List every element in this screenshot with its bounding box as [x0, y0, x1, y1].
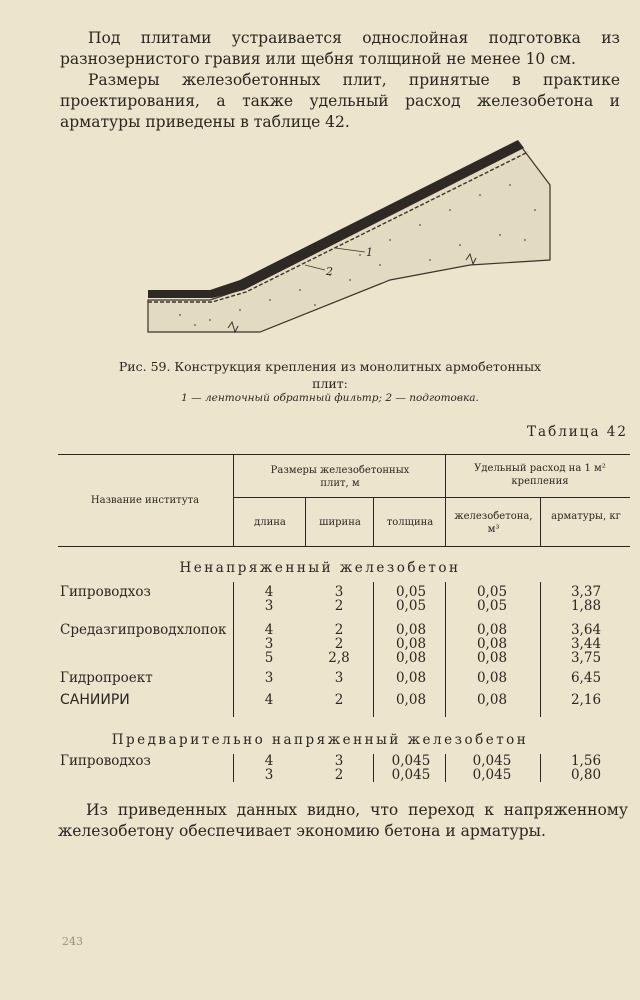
- cell-width: 3: [334, 584, 344, 600]
- cell-thickness: 0,05: [395, 584, 427, 600]
- table-row: [0, 623, 640, 637]
- cell-width: 2: [334, 622, 344, 638]
- table-row: [0, 651, 640, 665]
- table-header-bottom-rule: [58, 546, 630, 547]
- figure-caption: Рис. 59. Конструкция крепления из монолитных армобетонных плит:: [118, 359, 542, 391]
- paragraph-2: Размеры железобетонных плит, принятые в практике проектирования, а также удельный расход железобетона и арматуры приведены в таблице 42.: [60, 71, 620, 131]
- cell-thickness: 0,045: [391, 753, 431, 769]
- cell-concrete: 0,08: [476, 670, 508, 686]
- institute-name: Средазгипроводхлопок: [60, 622, 227, 638]
- cell-concrete: 0,08: [476, 692, 508, 708]
- table-row: [0, 768, 640, 782]
- cell-length: 3: [264, 636, 274, 652]
- cell-thickness: 0,08: [395, 650, 427, 666]
- consumption-subrule: [445, 497, 630, 498]
- table-label: Таблица 42: [527, 424, 628, 440]
- institute-name: Гипроводхоз: [60, 753, 151, 769]
- cell-length: 4: [264, 622, 274, 638]
- institute-name: Гипроводхоз: [60, 584, 151, 600]
- section-title-prestressed: Предварительно напряженный железобетон: [111, 732, 529, 748]
- cell-concrete: 0,05: [476, 598, 508, 614]
- cell-thickness: 0,08: [395, 692, 427, 708]
- header-vline-5: [540, 497, 541, 546]
- table-row: [0, 754, 640, 768]
- cell-length: 3: [264, 598, 274, 614]
- institute-name: САНИИРИ: [60, 692, 130, 708]
- label-2: 2: [326, 265, 333, 278]
- cell-width: 2,8: [328, 650, 350, 666]
- section-title-unstressed: Ненапряженный железобетон: [179, 560, 461, 576]
- cell-rebar: 3,44: [570, 636, 602, 652]
- cell-length: 4: [264, 584, 274, 600]
- table-row: [0, 671, 640, 685]
- cell-width: 3: [334, 670, 344, 686]
- cell-concrete: 0,08: [476, 650, 508, 666]
- figure-legend: 1 — ленточный обратный фильтр; 2 — подготовка.: [181, 392, 479, 404]
- cell-concrete: 0,05: [476, 584, 508, 600]
- cell-thickness: 0,08: [395, 636, 427, 652]
- header-sizes-group: Размеры железобетонных плит, м: [270, 465, 410, 489]
- header-rebar: арматуры, кг: [551, 511, 621, 522]
- cell-width: 2: [334, 692, 344, 708]
- header-width: ширина: [319, 517, 361, 528]
- cell-thickness: 0,05: [395, 598, 427, 614]
- cell-rebar: 2,16: [570, 692, 602, 708]
- header-length: длина: [254, 517, 286, 528]
- cell-length: 4: [264, 692, 274, 708]
- header-concrete: железобетона, м³: [454, 511, 533, 535]
- cell-rebar: 3,64: [570, 622, 602, 638]
- cell-rebar: 0,80: [570, 767, 602, 783]
- conclusion-paragraph: Из приведенных данных видно, что переход к напряженному железобетону обеспечивает экономию бетона и арматуры.: [58, 801, 628, 840]
- header-vline-2: [445, 454, 446, 546]
- cell-length: 3: [264, 767, 274, 783]
- cell-length: 3: [264, 670, 274, 686]
- label-1: 1: [366, 246, 373, 259]
- cell-thickness: 0,08: [395, 670, 427, 686]
- header-thickness: толщина: [386, 517, 434, 528]
- cell-rebar: 1,88: [570, 598, 602, 614]
- table-row: [0, 585, 640, 599]
- table-row: [0, 693, 640, 707]
- cell-concrete: 0,08: [476, 622, 508, 638]
- cell-width: 3: [334, 753, 344, 769]
- cell-thickness: 0,08: [395, 622, 427, 638]
- cell-length: 5: [264, 650, 274, 666]
- header-institute: Название института: [90, 495, 200, 506]
- cell-rebar: 3,75: [570, 650, 602, 666]
- institute-name: Гидропроект: [60, 670, 153, 686]
- cell-width: 2: [334, 636, 344, 652]
- cell-width: 2: [334, 598, 344, 614]
- header-vline-4: [373, 497, 374, 546]
- header-vline-1: [233, 454, 234, 546]
- header-vline-3: [305, 497, 306, 546]
- cell-concrete: 0,045: [472, 767, 512, 783]
- cell-width: 2: [334, 767, 344, 783]
- ground-body: [148, 145, 550, 332]
- cell-rebar: 6,45: [570, 670, 602, 686]
- cell-concrete: 0,045: [472, 753, 512, 769]
- figure-59: [140, 140, 560, 340]
- table-row: [0, 637, 640, 651]
- table-top-rule: [58, 454, 630, 455]
- page-mark: 243: [62, 935, 83, 948]
- cell-rebar: 3,37: [570, 584, 602, 600]
- cell-concrete: 0,08: [476, 636, 508, 652]
- cell-rebar: 1,56: [570, 753, 602, 769]
- cell-thickness: 0,045: [391, 767, 431, 783]
- paragraph-1: Под плитами устраивается однослойная подготовка из разнозернистого гравия или щебня толщиной не менее 10 см.: [60, 29, 620, 68]
- header-consumption-group: Удельный расход на 1 м² крепления: [474, 463, 606, 487]
- sizes-subrule: [233, 497, 445, 498]
- cell-length: 4: [264, 753, 274, 769]
- table-row: [0, 599, 640, 613]
